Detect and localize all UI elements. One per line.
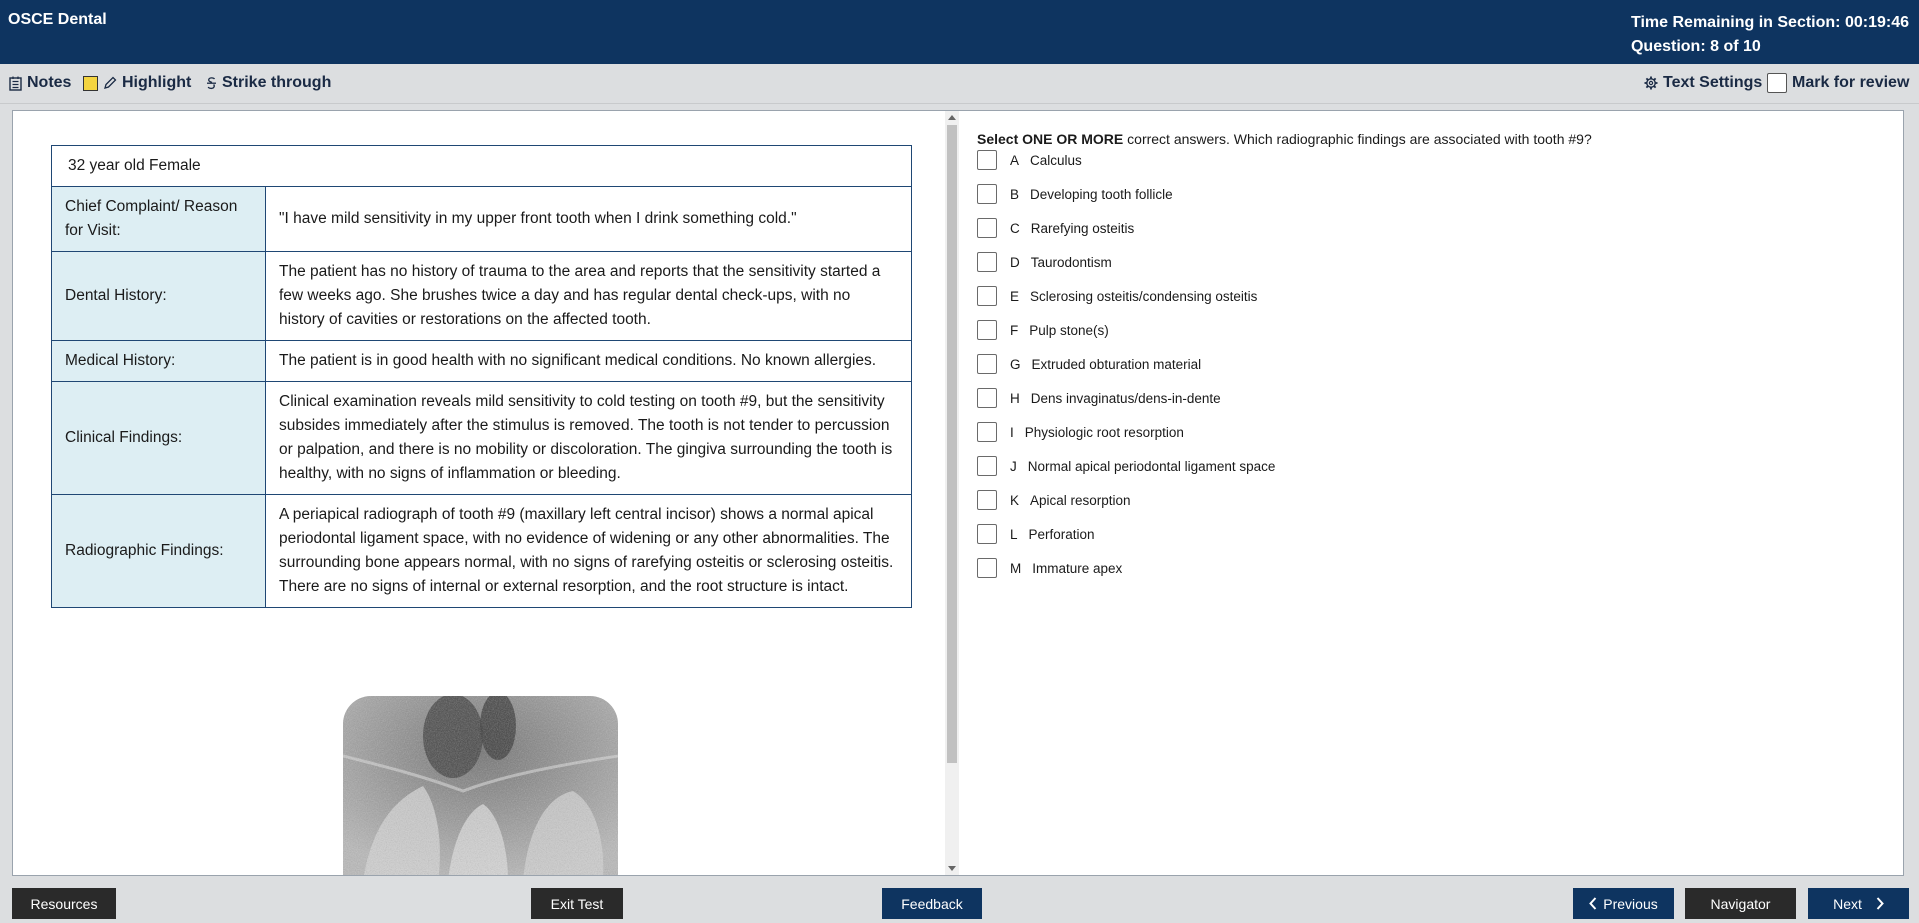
feedback-label: Feedback [901, 895, 963, 912]
case-table [51, 145, 912, 608]
answer-checkbox[interactable] [977, 320, 997, 340]
highlight-button[interactable] [83, 74, 191, 92]
option-text: Rarefying osteitis [1030, 220, 1135, 236]
question-counter: Question: 8 of 10 [1630, 38, 1761, 55]
row-label: Chief Complaint/ Reason for Visit: [52, 187, 266, 252]
text-settings-button[interactable] [1644, 74, 1762, 92]
row-value: A periapical radiograph of tooth #9 (maxillary left central incisor) shows a normal apical periodontal ligament space, with no evidence of widening or any other abnormalities. The surrounding bone appears normal, with no signs of rarefying osteitis or sclerosing osteitis. There are no signs of internal or external resorption, and the root structure is intact. [266, 495, 912, 608]
option-text: Extruded obturation material [1031, 356, 1202, 372]
answer-option-i[interactable] [977, 419, 1184, 445]
row-value: The patient is in good health with no significant medical conditions. No known allergies. [266, 341, 912, 382]
row-label: Radiographic Findings: [52, 495, 266, 608]
answer-option-j[interactable] [977, 453, 1275, 479]
gear-icon [1644, 76, 1658, 90]
navigator-label: Navigator [1710, 895, 1771, 912]
strike-through-button[interactable] [206, 74, 331, 92]
previous-label: Previous [1603, 895, 1658, 912]
next-label: Next [1833, 895, 1862, 912]
exam-status [1631, 11, 1909, 59]
option-letter: C [1010, 220, 1020, 236]
row-label: Dental History: [52, 252, 266, 341]
pencil-icon [103, 76, 117, 90]
table-row [52, 252, 912, 341]
mark-for-review-checkbox[interactable] [1767, 73, 1787, 93]
option-letter: F [1010, 322, 1019, 338]
answer-option-b[interactable] [977, 181, 1173, 207]
answer-pane [973, 111, 1903, 875]
resources-button[interactable] [12, 888, 116, 919]
answer-option-e[interactable] [977, 283, 1257, 309]
answer-option-m[interactable] [977, 555, 1122, 581]
option-text: Sclerosing osteitis/condensing osteitis [1030, 288, 1258, 304]
option-text: Calculus [1030, 152, 1082, 168]
answer-checkbox[interactable] [977, 286, 997, 306]
answer-checkbox[interactable] [977, 218, 997, 238]
notes-icon [9, 76, 22, 91]
option-letter: L [1010, 526, 1018, 542]
option-text: Developing tooth follicle [1030, 186, 1173, 202]
option-letter: H [1010, 390, 1020, 406]
answer-checkbox[interactable] [977, 184, 997, 204]
mark-for-review[interactable] [1767, 73, 1909, 93]
mark-for-review-label: Mark for review [1792, 74, 1910, 91]
prompt-text: correct answers. Which radiographic findings are associated with tooth #9? [1123, 131, 1592, 147]
answer-option-d[interactable] [977, 249, 1112, 275]
answer-option-k[interactable] [977, 487, 1131, 513]
answer-checkbox[interactable] [977, 252, 997, 272]
option-text: Perforation [1028, 526, 1095, 542]
option-letter: J [1010, 458, 1017, 474]
option-text: Physiologic root resorption [1024, 424, 1184, 440]
option-letter: M [1010, 560, 1022, 576]
navigator-button[interactable] [1685, 888, 1796, 919]
option-letter: B [1010, 186, 1020, 202]
answer-checkbox[interactable] [977, 456, 997, 476]
question-content-area [12, 110, 1904, 876]
left-pane-scrollbar[interactable] [945, 111, 959, 875]
row-label: Clinical Findings: [52, 382, 266, 495]
answer-option-g[interactable] [977, 351, 1201, 377]
next-button[interactable] [1808, 888, 1909, 919]
highlight-label: Highlight [122, 74, 192, 91]
option-letter: D [1010, 254, 1020, 270]
answer-checkbox[interactable] [977, 388, 997, 408]
notes-label: Notes [27, 74, 72, 91]
option-text: Apical resorption [1030, 492, 1131, 508]
time-remaining: Time Remaining in Section: 00:19:46 [1630, 14, 1909, 31]
answer-checkbox[interactable] [977, 524, 997, 544]
highlight-color-swatch[interactable] [83, 76, 98, 91]
answer-option-l[interactable] [977, 521, 1095, 547]
tools-toolbar [0, 64, 1919, 104]
answer-option-a[interactable] [977, 147, 1082, 173]
table-row [52, 341, 912, 382]
periapical-radiograph-image [343, 696, 618, 875]
answer-option-h[interactable] [977, 385, 1221, 411]
resources-label: Resources [30, 895, 98, 912]
prompt-instruction: Select ONE OR MORE [977, 131, 1124, 147]
option-letter: A [1010, 152, 1020, 168]
question-prompt [977, 131, 1592, 147]
answer-checkbox[interactable] [977, 354, 997, 374]
patient-header: 32 year old Female [52, 146, 912, 187]
app-title: OSCE Dental [8, 11, 107, 28]
chevron-left-icon [1589, 897, 1597, 910]
bottom-navigation-bar [0, 880, 1919, 923]
option-letter: E [1010, 288, 1020, 304]
row-label: Medical History: [52, 341, 266, 382]
scroll-down-arrow-icon[interactable] [948, 866, 956, 871]
row-value: The patient has no history of trauma to the area and reports that the sensitivity started a few weeks ago. She brushes twice a day and has regular dental check-ups, with no history of cavities or restorations on the affected tooth. [266, 252, 912, 341]
answer-checkbox[interactable] [977, 150, 997, 170]
option-letter: G [1010, 356, 1021, 372]
table-row [52, 187, 912, 252]
case-stimulus-pane [13, 111, 945, 875]
option-text: Normal apical periodontal ligament space [1027, 458, 1276, 474]
table-row [52, 146, 912, 187]
row-value: Clinical examination reveals mild sensitivity to cold testing on tooth #9, but the sensitivity subsides immediately after the stimulus is removed. The tooth is not tender to percussion or palpation, and there is no mobility or discoloration. The gingiva surrounding the tooth is healthy, with no signs of inflammation or bleeding. [266, 382, 912, 495]
table-row [52, 382, 912, 495]
text-settings-label: Text Settings [1663, 74, 1763, 91]
option-text: Dens invaginatus/dens-in-dente [1030, 390, 1221, 406]
strike-through-icon [206, 76, 217, 90]
strike-through-label: Strike through [222, 74, 332, 91]
option-text: Taurodontism [1030, 254, 1112, 270]
exit-test-button[interactable] [531, 888, 623, 919]
option-letter: K [1010, 492, 1020, 508]
answer-checkbox[interactable] [977, 558, 997, 578]
answer-option-c[interactable] [977, 215, 1134, 241]
answer-checkbox[interactable] [977, 422, 997, 442]
feedback-button[interactable] [882, 888, 982, 919]
scroll-thumb[interactable] [947, 125, 957, 763]
option-text: Pulp stone(s) [1029, 322, 1109, 338]
answer-checkbox[interactable] [977, 490, 997, 510]
top-header [0, 0, 1919, 64]
previous-button[interactable] [1573, 888, 1674, 919]
answer-option-f[interactable] [977, 317, 1109, 343]
scroll-up-arrow-icon[interactable] [948, 115, 956, 120]
notes-button[interactable] [9, 74, 71, 92]
option-text: Immature apex [1032, 560, 1123, 576]
table-row [52, 495, 912, 608]
row-value: "I have mild sensitivity in my upper front tooth when I drink something cold." [266, 187, 912, 252]
exit-test-label: Exit Test [550, 895, 604, 912]
chevron-right-icon [1876, 897, 1884, 910]
option-letter: I [1010, 424, 1014, 440]
